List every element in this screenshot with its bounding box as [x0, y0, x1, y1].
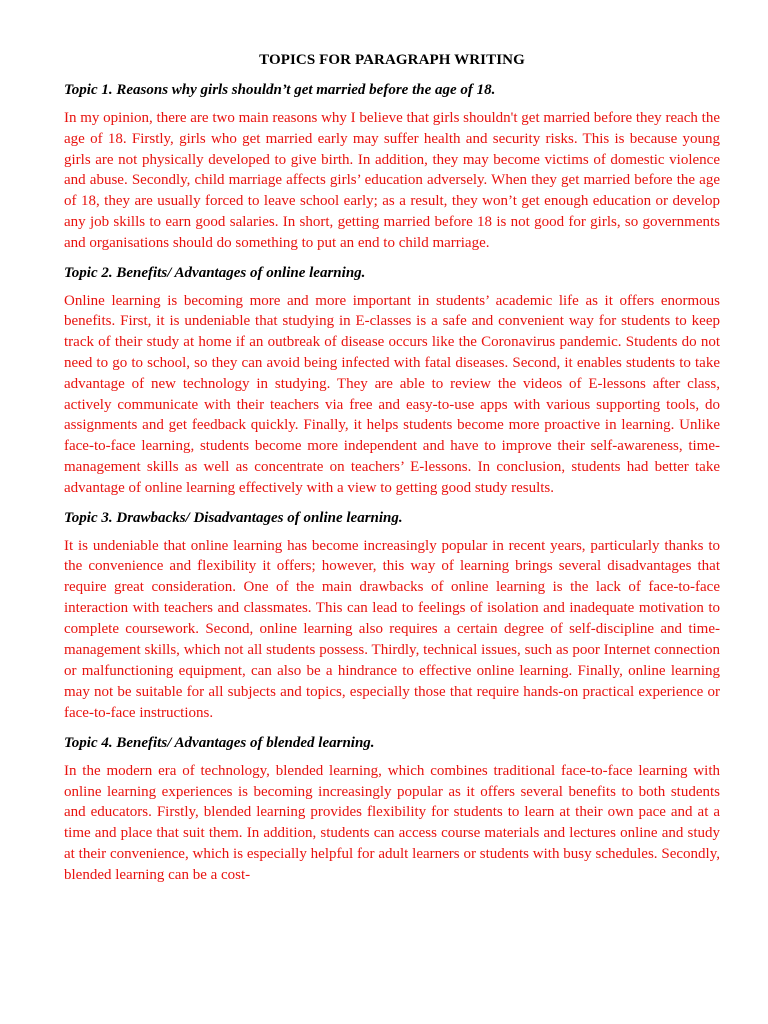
topic-paragraph: In the modern era of technology, blended learning, which combines traditional face-to-face learning with online learning experiences is becoming increasingly popular as it offers several benefits to both students and educators. Firstly, blended learning provides flexibility for students to learn at their own pace and at a time and place that suit them. In addition, students can access course materials and lectures online and study at their convenience, which is especially helpful for adult learners or students with busy schedules. Secondly, blended learning can be a cost-	[64, 762, 720, 883]
topic-heading: Topic 3. Drawbacks/ Disadvantages of online learning.	[64, 509, 403, 526]
topic-section-1	[64, 80, 720, 254]
topic-heading: Topic 4. Benefits/ Advantages of blended learning.	[64, 734, 375, 751]
topic-paragraph: It is undeniable that online learning has become increasingly popular in recent years, particularly thanks to the convenience and flexibility it offers; however, this way of learning brings several disadvantages that require great consideration. One of the main drawbacks of online learning is the lack of face-to-face interaction with teachers and classmates. This can lead to feelings of isolation and inadequate motivation to complete coursework. Second, online learning also requires a certain degree of self-discipline and time-management skills, which not all students possess. Thirdly, technical issues, such as poor Internet connection or malfunctioning equipment, can also be a hindrance to effective online learning. Finally, online learning may not be suitable for all subjects and topics, especially those that require hands-on practical experience or face-to-face instructions.	[64, 537, 720, 721]
topic-heading: Topic 2. Benefits/ Advantages of online learning.	[64, 264, 366, 281]
topic-section-2	[64, 263, 720, 499]
document-title: TOPICS FOR PARAGRAPH WRITING	[259, 52, 525, 68]
topic-section-3	[64, 508, 720, 724]
topic-section-4	[64, 733, 720, 886]
document-page	[64, 50, 720, 894]
topic-paragraph: Online learning is becoming more and more important in students’ academic life as it offers enormous benefits. First, it is undeniable that studying in E-classes is a safe and convenient way for students to keep track of their study at home if an outbreak of disease occurs like the Coronavirus pandemic. Students do not need to go to school, so they can avoid being infected with fatal diseases. Second, it enables students to take advantage of new technology in studying. They are able to review the videos of E-lessons after class, actively communicate with their teachers via free and easy-to-use apps with various supporting tools, do assignments and get feedback quickly. Finally, it helps students become more proactive in learning. Unlike face-to-face learning, students become more independent and have to improve their self-awareness, time-management skills as well as concentrate on teachers’ E-lessons. In conclusion, students had better take advantage of online learning effectively with a view to getting good study results.	[64, 292, 720, 496]
topic-heading: Topic 1. Reasons why girls shouldn’t get married before the age of 18.	[64, 82, 496, 98]
topic-paragraph: In my opinion, there are two main reasons why I believe that girls shouldn't get married before they reach the age of 18. Firstly, girls who get married early may suffer health and security risks. This is because young girls are not physically developed to give birth. In addition, they may become victims of domestic violence and abuse. Secondly, child marriage affects girls’ education adversely. When they get married before the age of 18, they are usually forced to leave school early; as a result, they won’t get enough education or develop any job skills to earn good salaries. In short, getting married before 18 is not good for girls, so governments and organisations should do something to put an end to child marriage.	[64, 110, 720, 251]
